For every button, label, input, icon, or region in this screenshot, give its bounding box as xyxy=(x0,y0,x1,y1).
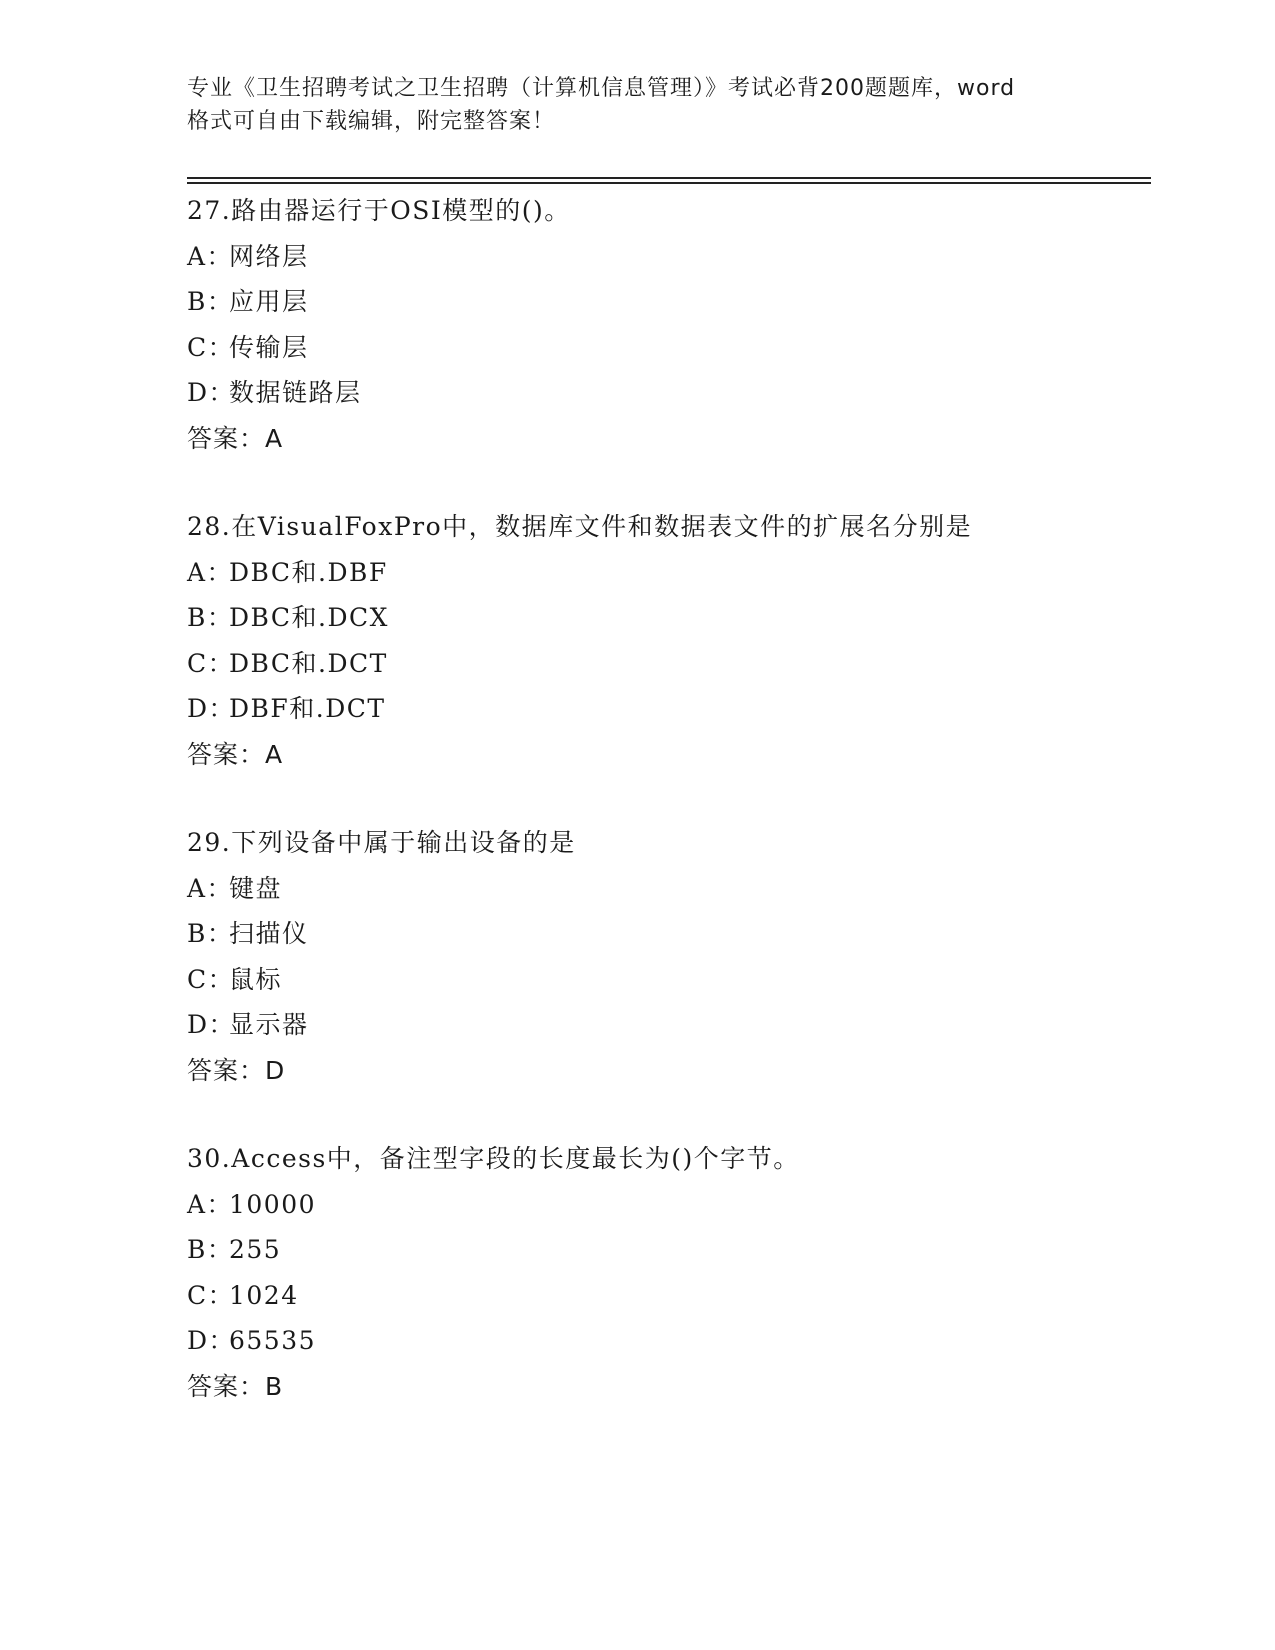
option-key: D： xyxy=(187,694,236,723)
option-key: B： xyxy=(187,919,234,948)
option-a xyxy=(187,866,1151,912)
option-text: DBF和.DCT xyxy=(229,694,386,723)
answer-line: 答案：D xyxy=(187,1055,286,1085)
option-text: DBC和.DCT xyxy=(229,648,388,678)
option-text: 显示器 xyxy=(229,1010,309,1039)
question-stem: 30.Access中，备注型字段的长度最长为()个字节。 xyxy=(187,1144,800,1173)
option-a xyxy=(187,550,1151,596)
header-line-1: 专业《卫生招聘考试之卫生招聘（计算机信息管理）》考试必背200题题库，word xyxy=(187,76,1016,101)
option-text: 255 xyxy=(229,1235,282,1264)
option-key: D： xyxy=(187,1010,236,1039)
option-text: 扫描仪 xyxy=(229,919,309,948)
question-stem: 29.下列设备中属于输出设备的是 xyxy=(187,828,576,857)
option-text: 10000 xyxy=(229,1189,317,1219)
option-c xyxy=(187,957,1151,1003)
option-d xyxy=(187,1002,1151,1048)
header-divider-bottom xyxy=(187,182,1151,184)
option-key: C： xyxy=(187,1280,235,1310)
question-item xyxy=(187,820,1151,1093)
option-c xyxy=(187,325,1151,371)
option-key: C： xyxy=(187,964,235,994)
option-text: 传输层 xyxy=(229,332,309,362)
option-text: 数据链路层 xyxy=(229,378,362,407)
option-key: A： xyxy=(187,557,234,587)
option-key: A： xyxy=(187,241,234,271)
option-text: 网络层 xyxy=(229,241,309,271)
question-stem: 28.在VisualFoxPro中，数据库文件和数据表文件的扩展名分别是 xyxy=(187,512,973,541)
option-text: 1024 xyxy=(229,1280,299,1310)
option-text: 65535 xyxy=(229,1326,317,1355)
option-key: D： xyxy=(187,378,236,407)
question-item xyxy=(187,504,1151,777)
option-a xyxy=(187,234,1151,280)
option-key: A： xyxy=(187,1189,234,1219)
option-text: DBC和.DBF xyxy=(229,557,388,587)
question-item xyxy=(187,1136,1151,1409)
header-line-2: 格式可自由下载编辑，附完整答案！ xyxy=(187,109,556,134)
document-header xyxy=(187,72,1107,138)
option-text: DBC和.DCX xyxy=(229,603,389,632)
question-list xyxy=(187,188,1151,1452)
header-divider-top xyxy=(187,177,1151,179)
option-d xyxy=(187,370,1151,416)
option-a xyxy=(187,1182,1151,1228)
answer-line: 答案：A xyxy=(187,423,284,453)
option-key: A： xyxy=(187,873,234,903)
option-d xyxy=(187,1318,1151,1364)
option-b xyxy=(187,279,1151,325)
option-text: 应用层 xyxy=(229,287,309,316)
answer-line: 答案：A xyxy=(187,739,284,769)
option-b xyxy=(187,911,1151,957)
option-key: B： xyxy=(187,603,234,632)
option-key: C： xyxy=(187,648,235,678)
option-d xyxy=(187,686,1151,732)
question-stem: 27.路由器运行于OSI模型的()。 xyxy=(187,196,571,225)
option-key: C： xyxy=(187,332,235,362)
option-c xyxy=(187,641,1151,687)
option-key: D： xyxy=(187,1326,236,1355)
option-b xyxy=(187,1227,1151,1273)
option-key: B： xyxy=(187,1235,234,1264)
option-b xyxy=(187,595,1151,641)
option-text: 键盘 xyxy=(229,873,283,903)
answer-line: 答案：B xyxy=(187,1371,284,1401)
option-c xyxy=(187,1273,1151,1319)
option-key: B： xyxy=(187,287,234,316)
option-text: 鼠标 xyxy=(229,964,283,994)
question-item xyxy=(187,188,1151,461)
